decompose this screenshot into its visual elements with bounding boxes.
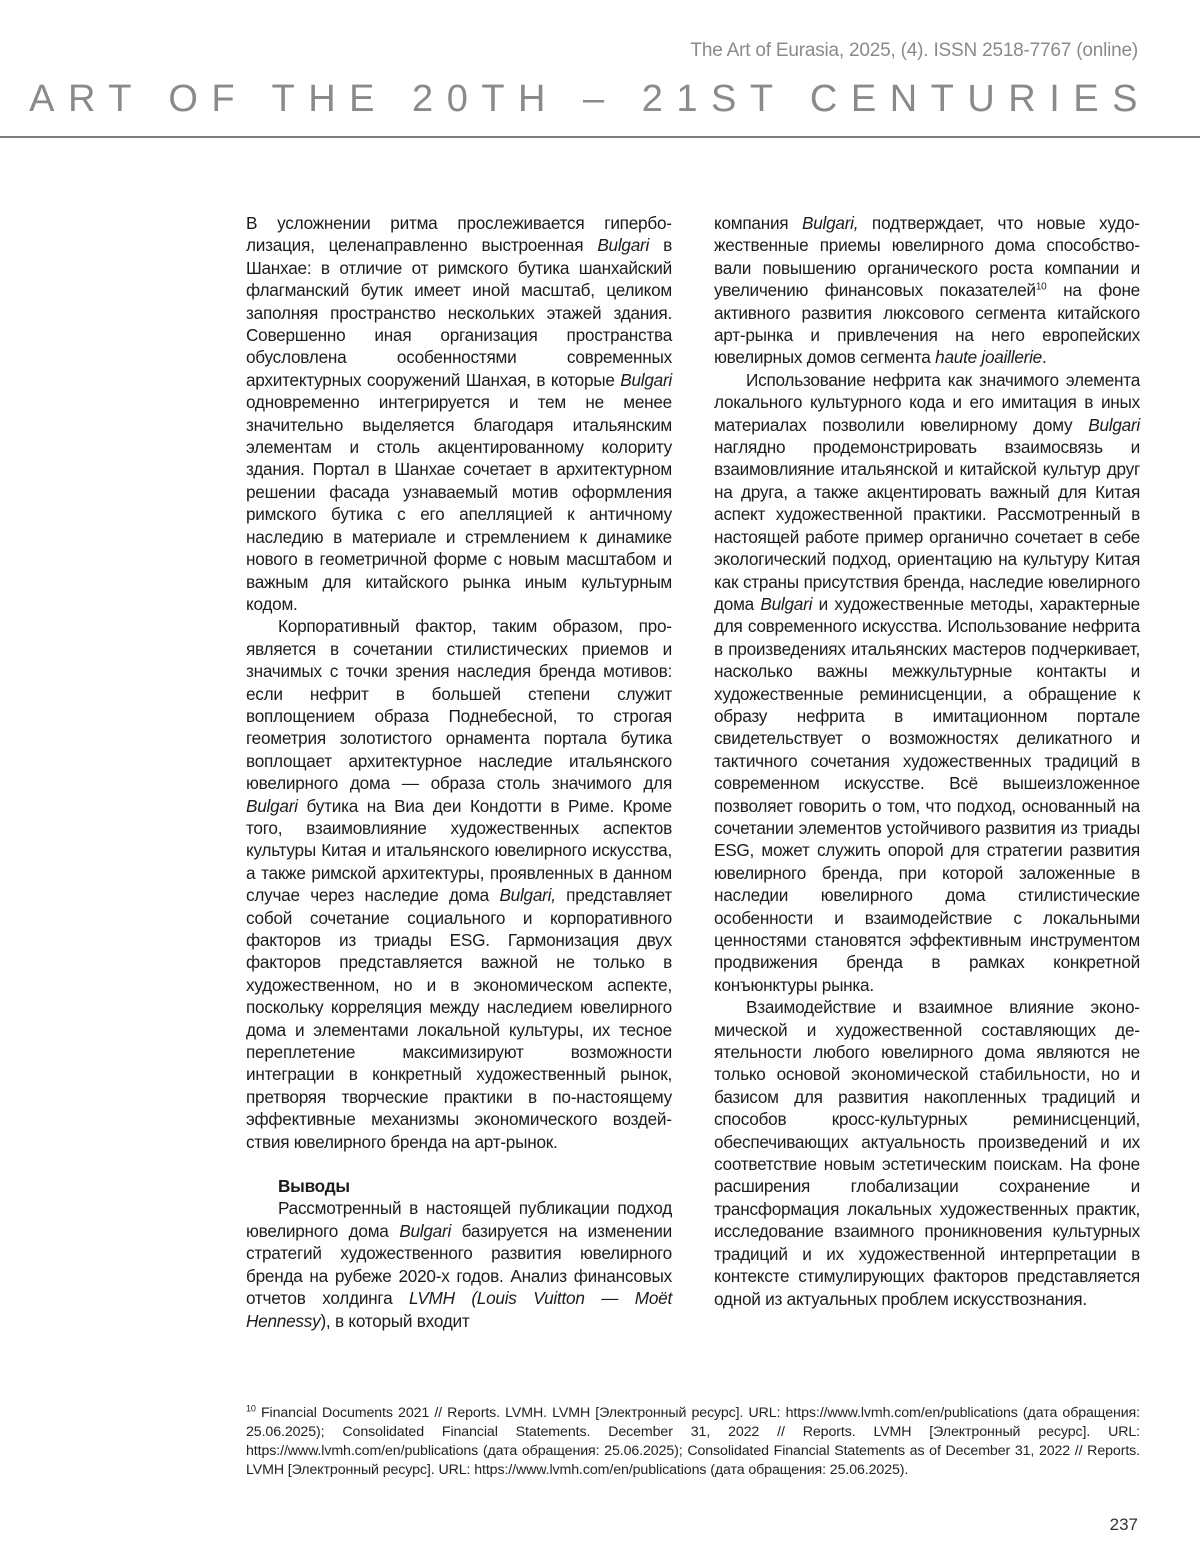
left-column [246, 212, 672, 1332]
right-column [714, 212, 1140, 1310]
section-title: ART OF THE 20TH – 21ST CENTURIES [29, 78, 1151, 120]
footnote-text: Financial Documents 2021 // Reports. LVMH. LVMH [Электронный ресурс]. URL: https://www.lvmh.com/en/publications (дата обращения: 25.06.2025); Consolidated Financial Statements. December 31, 2022 // Reports. LVMH [Электронный ресурс]. URL: https://www.lvmh.com/en/publications (дата обращения: 25.06.2025); Consolidated Financial Statements as of December 31, 2022 // Reports. LVMH [Электронный ресурс]. URL: https://www.lvmh.com/en/publications (дата обращения: 25.06.2025). [246, 1405, 1140, 1478]
paragraph-right-1: компания Bulgari, подтверждает, что новые художественные приемы ювелирного дома способствовали повышению органического роста компании и увеличению финансовых показателей$^{10}$ на фоне активного развития люксового сегмента китайского арт-рынка и привлечения на него европейских ювелирных домов сегмента haute joaillerie. [714, 213, 1140, 368]
page-number: 237 [1109, 1515, 1138, 1534]
paragraph-left-3: Рассмотренный в настоящей публикации подход ювелирного дома Bulgari базируется на изменении стратегий художественного развития ювелирного бренда на рубеже 2020-х годов. Анализ финансовых отчетов холдинга LVMH (Louis Vuitton — Moët Hennessy), в который входит [246, 1198, 672, 1331]
conclusions-heading: Выводы [278, 1176, 350, 1197]
footnote [246, 1404, 1140, 1480]
paragraph-left-2: Корпоративный фактор, таким образом, проявляется в сочетании стилистических приемов и значимых с точки зрения наследия бренда мотивов: если нефрит в большей степени служит воплощением образа Поднебесной, то строгая геометрия золотистого орнамента портала бутика воплощает архитектурное наследие итальянского ювелирного дома — образа столь значимого для Bulgari бутика на Виа деи Кондотти в Риме. Кроме того, взаимовлияние художественных аспектов культуры Китая и итальянского ювелирного искусства, а также римской архитектуры, проявленных в данном случае через наследие дома Bulgari, представляет собой сочетание социального и корпоративного факторов из триады ESG. Гармонизация двух факторов представляется важной не только в художественном, но и в экономическом аспекте, поскольку корреляция между наследием ювелирного дома и элементами локальной культуры, их тесное переплетение максимизируют возможности интеграции в конкретный художественный рынок, претворяя творческие практики в по-настоящему эффективные механизмы экономического воздействия ювелирного бренда на арт-рынок. [246, 616, 672, 1152]
paragraph-right-3: Взаимодействие и взаимное влияние экономической и художественной составляющих деятельности любого ювелирного дома являются не только основой экономической стабильности, но и базисом для развития накопленных традиций и способов кросс-культурных реминисценций, обеспечивающих актуальность произведений и их соответствие новым эстетическим поискам. На фоне расширения глобализации сохранение и трансформация локальных художественных практик, исследование взаимного проникновения культурных традиций и их художественной интерпретации в контексте стимулирующих факторов представляется одной из актуальных проблем искусствознания. [714, 997, 1140, 1309]
header-divider [0, 136, 1200, 138]
paragraph-right-2: Использование нефрита как значимого элемента локального культурного кода и его имитация в иных материалах позволили ювелирному дому Bulgari наглядно продемонстрировать взаимосвязь и взаимовлияние итальянской и китайской культур друг на друга, а также акцентировать важный для Китая аспект художественной практики. Рассмотренный в настоящей работе пример органично сочетает в себе экологический подход, ориентацию на культуру Китая как страны присутствия бренда, наследие ювелирного дома Bulgari и художественные методы, характерные для современного искусства. Использование нефрита в произведениях итальянских мастеров подчеркивает, насколько важны межкультурные контакты и художественные реминисценции, а обращение к образу нефрита в имитационном портале свидетельствует о возможностях деликатного и тактичного сочетания художественных традиций в современном искусстве. Всё вышеизложенное позволяет говорить о том, что подход, основанный на сочетании элементов устойчивого развития из триады ESG, может служить опорой для стратегии развития ювелирного бренда, при которой заложенные в наследии ювелирного дома стилистические особенности и взаимодействие с локальными ценностями становятся эффективным инструментом продвижения бренда в рамках конкретной конъюнктуры рынка. [714, 369, 1140, 995]
paragraph-left-1: В усложнении ритма прослеживается гиперболизация, целенаправленно выстроенная Bulgari в Шанхае: в отличие от римского бутика шанхайский флагманский бутик имеет иной масштаб, целиком заполняя пространство нескольких этажей здания. Совершенно иная организация пространства обусловлена особенностями современных архитектурных сооружений Шанхая, в которые Bulgari одновременно интегрируется и тем не менее значительно выделяется благодаря итальянским элементам и столь акцентированному колориту здания. Портал в Шанхае сочетает в архитектурном решении фасада узнаваемый мотив оформления римского бутика с его апелляцией к античному наследию в материале и стремлением к динамике нового в геометричной форме с новым масштабом и важным для китайского рынка иным культурным кодом. [246, 213, 673, 614]
footnote-marker: 10 [246, 1403, 256, 1414]
footnote-reference[interactable]: 10 [1035, 281, 1047, 293]
journal-citation: The Art of Eurasia, 2025, (4). ISSN 2518-7767 (online) [690, 40, 1138, 61]
